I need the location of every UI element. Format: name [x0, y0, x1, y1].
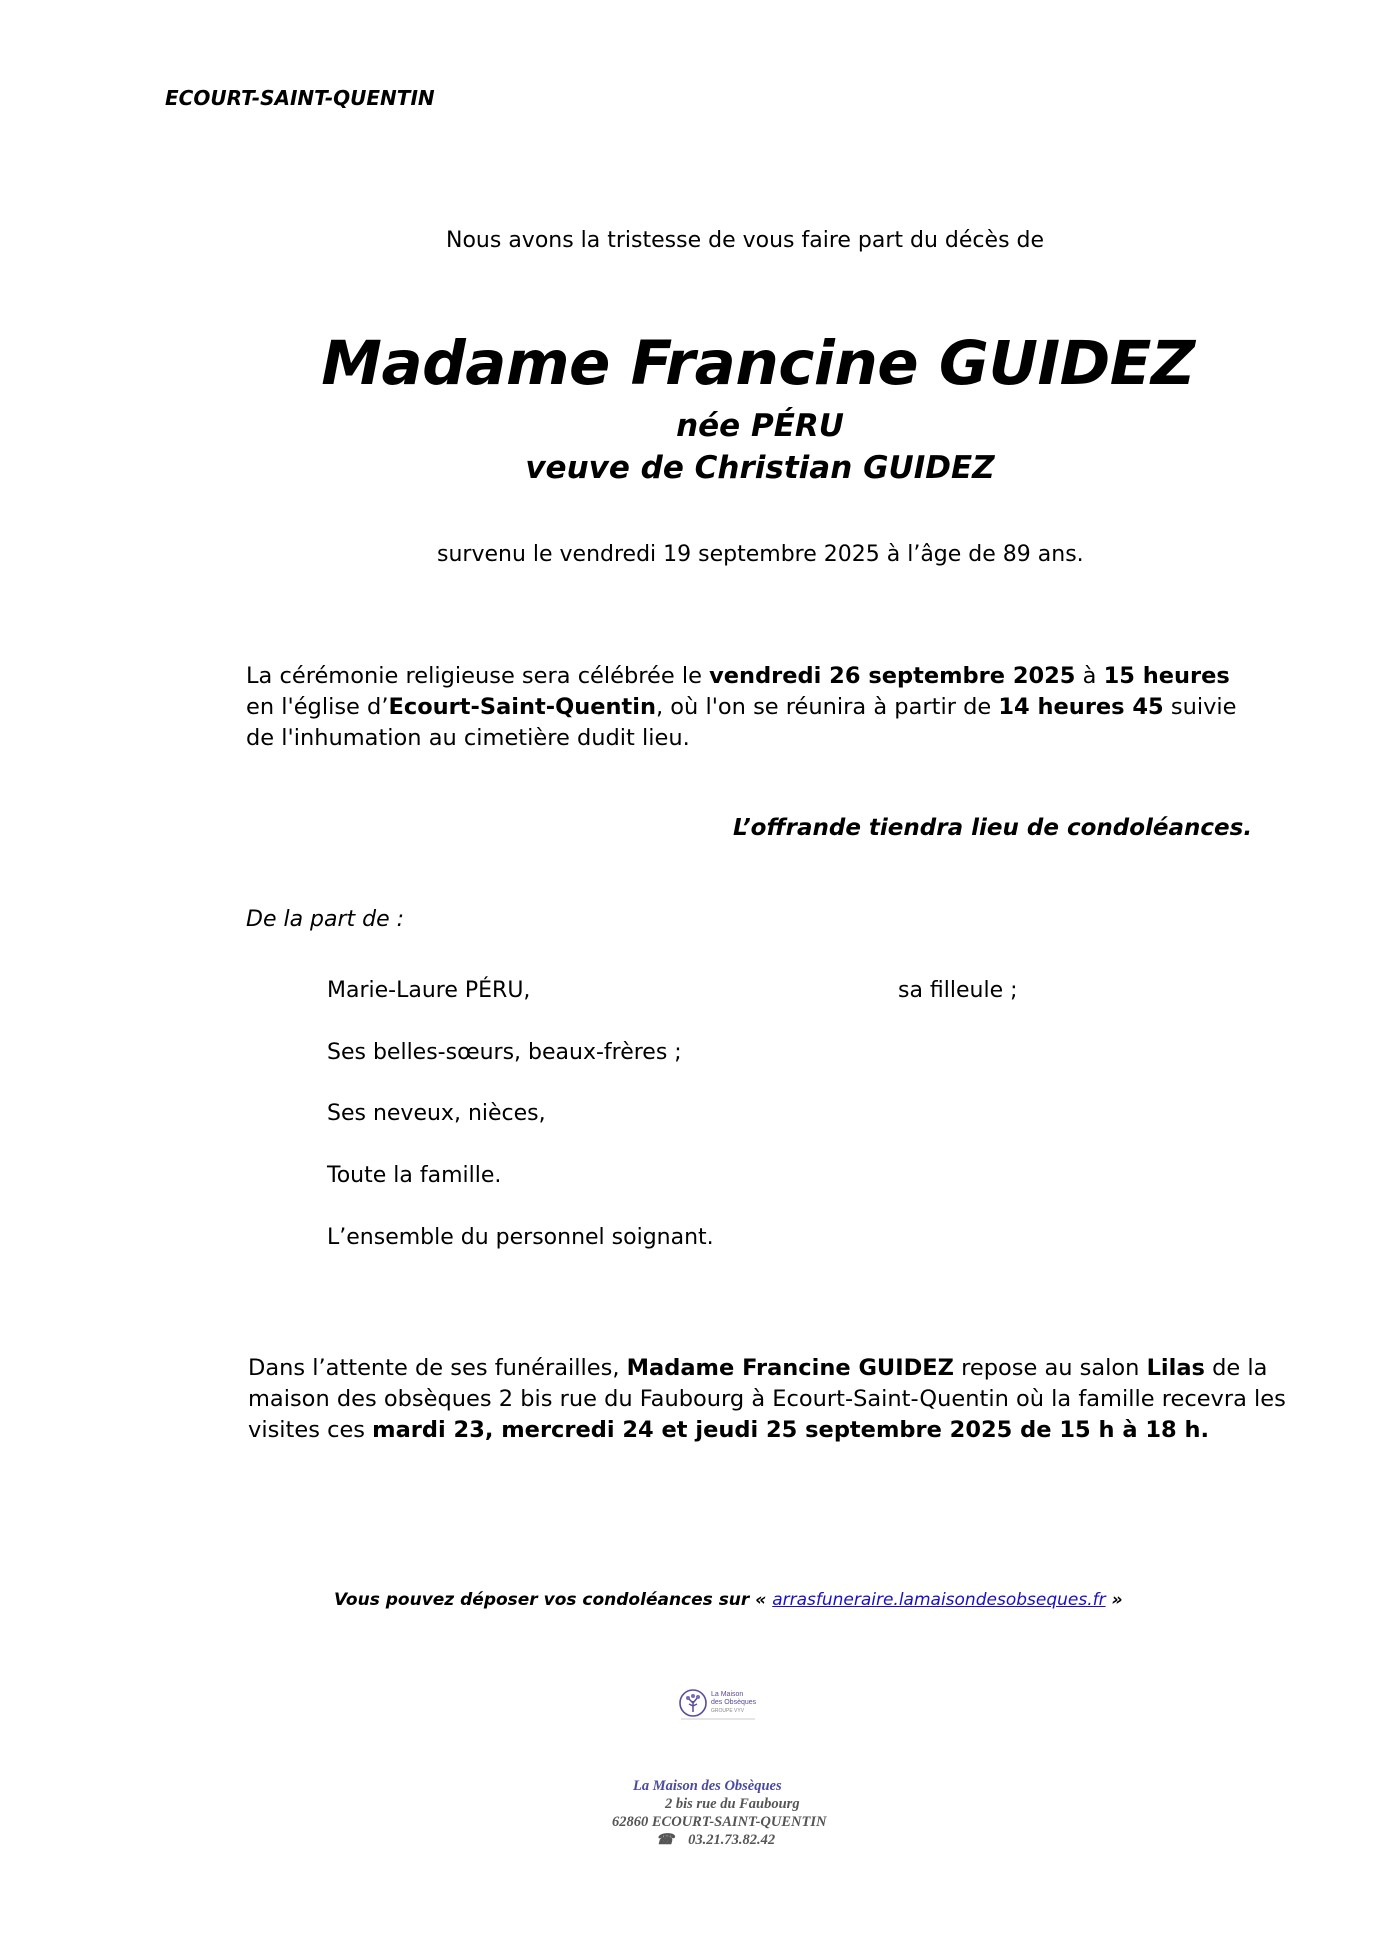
widow-of: veuve de Christian GUIDEZ — [525, 450, 995, 486]
logo-line-3: GROUPE VYV — [711, 1708, 745, 1714]
company-logo — [679, 1686, 757, 1722]
footer-phone-line — [656, 1832, 775, 1849]
header-town: ECOURT-SAINT-QUENTIN — [165, 86, 435, 110]
family-relation: sa filleule ; — [898, 978, 1018, 1003]
family-line: Marie-Laure PÉRU, — [327, 978, 531, 1003]
funeral-text-4: maison des obsèques 2 bis rue du Faubourg à Ecourt-Saint-Quentin où la famille recevra les — [248, 1386, 1286, 1412]
family-line: L’ensemble du personnel soignant. — [327, 1225, 714, 1250]
funeral-paragraph — [248, 1353, 1308, 1446]
footer-street: 2 bis rue du Faubourg — [665, 1796, 800, 1812]
ceremony-text-3: en l'église d’ — [246, 694, 389, 720]
family-line: Toute la famille. — [327, 1163, 502, 1188]
offrande-note: L’offrande tiendra lieu de condoléances. — [733, 815, 1253, 841]
condolences-link[interactable]: arrasfuneraire.lamaisondesobseques.fr — [772, 1590, 1106, 1610]
ceremony-paragraph — [246, 661, 1286, 754]
ceremony-place: Ecourt-Saint-Quentin — [388, 694, 656, 720]
logo-line-1: La Maison — [711, 1691, 744, 1698]
funeral-text-1: Dans l’attente de ses funérailles, — [248, 1355, 627, 1381]
ceremony-date: vendredi 26 septembre 2025 — [709, 663, 1076, 689]
ceremony-text-6: de l'inhumation au cimetière dudit lieu. — [246, 725, 690, 751]
deceased-name: Madame Francine GUIDEZ — [321, 328, 1195, 399]
ceremony-text-5: suivie — [1163, 694, 1237, 720]
announcement-intro: Nous avons la tristesse de vous faire part du décès de — [446, 228, 1045, 253]
condolences-suffix: » — [1105, 1590, 1123, 1610]
maiden-name: née PÉRU — [676, 408, 844, 444]
footer-phone: 03.21.73.82.42 — [688, 1832, 776, 1848]
ceremony-text-2: à — [1075, 663, 1104, 689]
family-line: Ses belles-sœurs, beaux-frères ; — [327, 1040, 682, 1065]
funeral-text-2: repose au salon — [953, 1355, 1147, 1381]
family-line: Ses neveux, nièces, — [327, 1101, 546, 1126]
death-date: survenu le vendredi 19 septembre 2025 à l’âge de 89 ans. — [437, 542, 1084, 567]
gathering-time: 14 heures 45 — [998, 694, 1164, 720]
condolences-prefix: Vous pouvez déposer vos condoléances sur « — [334, 1590, 773, 1610]
ceremony-text-4: , où l'on se réunira à partir de — [655, 694, 999, 720]
logo-line-2: des Obsèques — [711, 1699, 757, 1706]
ceremony-text-1: La cérémonie religieuse sera célébrée le — [246, 663, 710, 689]
tree-logo-icon — [679, 1686, 757, 1722]
funeral-text-3: de la — [1204, 1355, 1268, 1381]
condolences-note — [334, 1590, 1123, 1610]
footer-city: 62860 ECOURT-SAINT-QUENTIN — [612, 1814, 827, 1830]
ceremony-time: 15 heures — [1103, 663, 1230, 689]
salon-name: Lilas — [1146, 1355, 1205, 1381]
footer-company: La Maison des Obsèques — [633, 1778, 782, 1794]
telephone-icon: ☎ — [656, 1832, 675, 1848]
funeral-name: Madame Francine GUIDEZ — [626, 1355, 954, 1381]
family-heading: De la part de : — [246, 907, 405, 932]
visiting-times: mardi 23, mercredi 24 et jeudi 25 septembre 2025 de 15 h à 18 h. — [372, 1417, 1210, 1443]
funeral-text-5: visites ces — [248, 1417, 373, 1443]
